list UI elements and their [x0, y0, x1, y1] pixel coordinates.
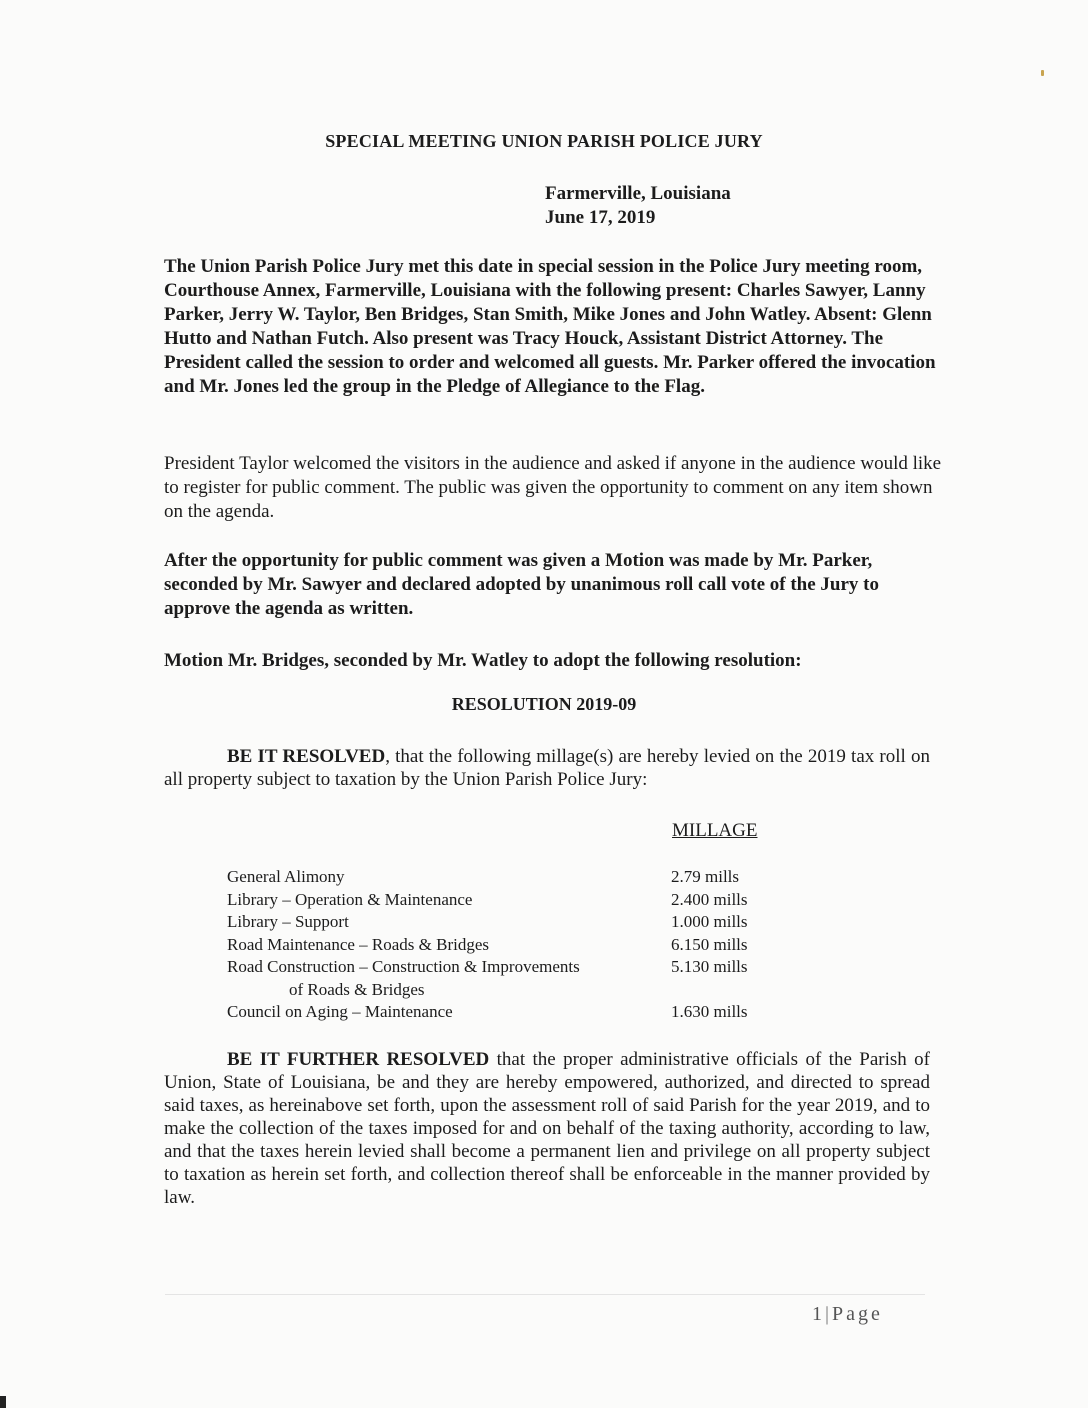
- millage-row: [227, 866, 787, 889]
- resolved-text: , that the following millage(s) are hereby levied on the 2019 tax roll on all property subject to taxation by the Union Parish Police Jury:: [164, 746, 930, 790]
- millage-name: [227, 956, 580, 1001]
- meeting-location-date: [545, 182, 731, 230]
- page-number: [812, 1303, 883, 1326]
- public-comment-paragraph: President Taylor welcomed the visitors in the audience and asked if anyone in the audience would like to register for public comment. The public was given the opportunity to comment on any item shown on the agenda.: [164, 453, 942, 522]
- millage-row: [227, 1001, 787, 1024]
- millage-name: Library – Support: [227, 912, 349, 931]
- agenda-motion-paragraph: After the opportunity for public comment was given a Motion was made by Mr. Parker, seconded by Mr. Sawyer and declared adopted by unanimous roll call vote of the Jury to approve the agenda as written.: [164, 550, 880, 619]
- further-resolved-lead: BE IT FURTHER RESOLVED: [227, 1049, 490, 1070]
- page-label: Page: [832, 1303, 883, 1325]
- millage-table: [227, 866, 787, 1024]
- resolved-lead: BE IT RESOLVED: [227, 746, 386, 767]
- meeting-date: June 17, 2019: [545, 207, 656, 228]
- millage-name: Library – Operation & Maintenance: [227, 889, 473, 909]
- millage-name: Road Maintenance – Roads & Bridges: [227, 934, 490, 954]
- further-resolved-text: that the proper administrative officials of the Parish of Union, State of Louisiana, be and they are hereby empowered, authorized, and directed to spread said taxes, as hereinabove set forth, upon the assessment roll of said Parish for the year 2019, and to make the collection of the taxes imposed for and on behalf of the taxing authority, according to law, and that the taxes herein levied shall become a permanent lien and privilege on all property subject to taxation as herein set forth, and collection thereof shall be enforceable in the manner provided by law.: [164, 1049, 930, 1208]
- millage-value: 2.79 mills: [671, 867, 740, 886]
- resolution-title: RESOLUTION 2019-09: [451, 694, 637, 714]
- millage-row: [227, 956, 787, 1001]
- scan-speck: [1041, 70, 1044, 76]
- millage-value: 1.000 mills: [671, 912, 748, 931]
- meeting-title: SPECIAL MEETING UNION PARISH POLICE JURY: [325, 131, 763, 151]
- millage-name-continuation: of Roads & Bridges: [289, 979, 425, 999]
- millage-name-line: Road Construction – Construction & Improvements: [227, 957, 580, 976]
- footer-divider: [165, 1294, 925, 1295]
- millage-value: 6.150 mills: [671, 934, 748, 954]
- millage-value: 2.400 mills: [671, 889, 748, 909]
- page-number-value: 1: [812, 1303, 825, 1325]
- millage-value: 1.630 mills: [671, 1002, 748, 1021]
- millage-row: [227, 889, 787, 912]
- scan-edge-mark: [0, 1396, 6, 1408]
- further-resolved-paragraph: [164, 1048, 930, 1209]
- millage-row: [227, 911, 787, 934]
- meeting-location: Farmerville, Louisiana: [545, 183, 731, 204]
- resolved-paragraph: [164, 745, 930, 791]
- millage-name: General Alimony: [227, 867, 345, 886]
- resolution-motion-paragraph: Motion Mr. Bridges, seconded by Mr. Watley to adopt the following resolution:: [164, 650, 802, 671]
- millage-row: [227, 934, 787, 957]
- millage-value: 5.130 mills: [671, 957, 748, 976]
- millage-header: MILLAGE: [672, 820, 758, 841]
- attendance-paragraph: The Union Parish Police Jury met this date in special session in the Police Jury meeting room, Courthouse Annex, Farmerville, Louisiana with the following present: Charles Sawyer, Lanny Parker, Jerry W. Taylor, Ben Bridges, Stan Smith, Mike Jones and John Watley. Absent: Glenn Hutto and Nathan Futch. Also present was Tracy Houck, Assistant District Attorney. The President called the session to order and welcomed all guests. Mr. Parker offered the invocation and Mr. Jones led the group in the Pledge of Allegiance to the Flag.: [164, 256, 936, 397]
- millage-name: Council on Aging – Maintenance: [227, 1002, 453, 1021]
- page-number-separator: |: [825, 1303, 833, 1325]
